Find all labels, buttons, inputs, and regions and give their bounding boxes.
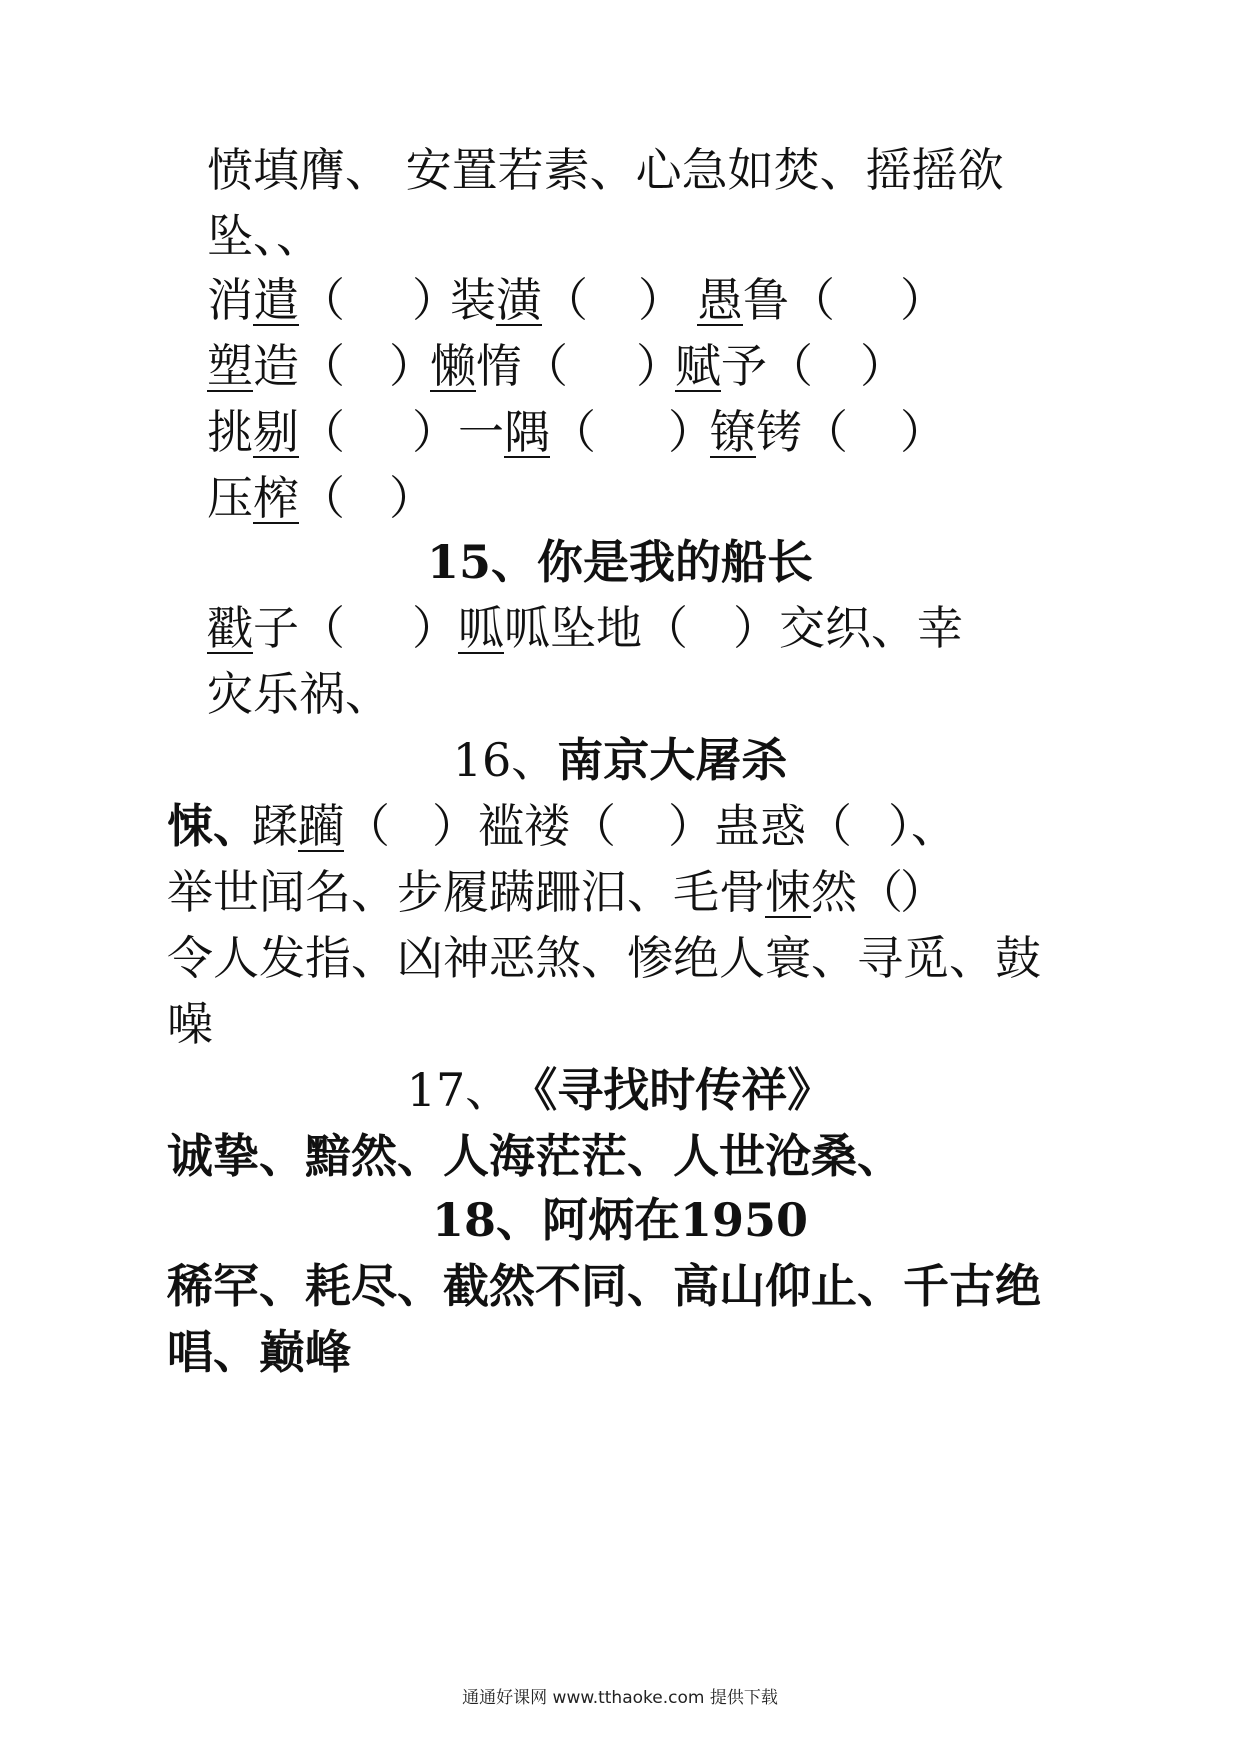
idiom-list: 诚挚、黯然、人海茫茫、人世沧桑、 xyxy=(167,1129,903,1183)
page-footer: 通通好课网 www.tthaoke.com 提供下载 xyxy=(462,1688,778,1708)
text-line xyxy=(0,134,1240,206)
word-item: 消遣（ xyxy=(207,264,345,336)
word-item: ）交织、幸 xyxy=(733,601,963,655)
idiom-list: 唱、巅峰 xyxy=(167,1325,351,1379)
word-item: 一隅（ xyxy=(458,396,596,468)
heading-number: 16、 xyxy=(452,733,558,787)
blank-close: ） xyxy=(638,273,684,327)
word-item: 压榨（ xyxy=(207,462,345,534)
idiom-list: 稀罕、耗尽、截然不同、高山仰止、千古绝 xyxy=(167,1259,1041,1313)
idiom-list: 灾乐祸、 xyxy=(207,667,391,721)
underlined-char: 塑 xyxy=(207,339,253,393)
underlined-char: 戳 xyxy=(207,601,253,655)
text-line xyxy=(0,988,1240,1060)
word-item: 愚鲁（ xyxy=(697,264,835,336)
underlined-char: 隅 xyxy=(504,405,550,459)
pinyin-row xyxy=(0,592,1240,664)
idiom-list: 举世闻名、步履蹒跚汨、毛骨悚然（ xyxy=(167,856,903,928)
word-item: 悚、 xyxy=(167,799,259,853)
word-item: 镣铐（ xyxy=(710,396,848,468)
text-line xyxy=(0,658,1240,730)
blank-close: ） xyxy=(668,405,714,459)
section-heading: 18、阿炳在1950 xyxy=(431,1193,809,1247)
underlined-char: 剔 xyxy=(253,405,299,459)
text-line xyxy=(0,1316,1240,1388)
idiom-list: 愤填膺、 安置若素、心急如焚、摇摇欲 xyxy=(207,143,1004,197)
underlined-char: 愚 xyxy=(697,273,743,327)
text-line xyxy=(0,922,1240,994)
word-item: 戳子（ xyxy=(207,592,345,664)
word-item: 赋予（ xyxy=(675,330,813,402)
word-item: 呱呱坠地（ xyxy=(458,592,688,664)
word-item: 塑造（ xyxy=(207,330,345,402)
text-line xyxy=(0,200,1240,272)
blank-close: ） xyxy=(900,405,946,459)
word-item: ）蛊惑（ xyxy=(668,799,852,853)
heading-number: 17、 xyxy=(406,1063,512,1117)
blank-close: ） xyxy=(900,273,946,327)
idiom-list: 令人发指、凶神恶煞、惨绝人寰、寻觅、鼓 xyxy=(167,931,1041,985)
pinyin-row xyxy=(0,396,1240,468)
underlined-char: 潢 xyxy=(496,273,542,327)
word-item: 挑剔（ xyxy=(207,396,345,468)
idiom-list: 坠、、 xyxy=(207,209,322,263)
text-line xyxy=(0,1120,1240,1192)
section-heading: 15、你是我的船长 xyxy=(426,535,813,589)
blank-close: ） xyxy=(389,471,435,525)
underlined-char: 呱 xyxy=(458,601,504,655)
word-item: 装潢（ xyxy=(450,264,588,336)
underlined-char: 躏 xyxy=(298,799,344,853)
word-item: ）、 xyxy=(888,799,957,853)
text-line xyxy=(0,1250,1240,1322)
underlined-char: 赋 xyxy=(675,339,721,393)
pinyin-row xyxy=(0,330,1240,402)
blank-close: ） xyxy=(412,273,458,327)
underlined-char: 懒 xyxy=(430,339,476,393)
section-heading xyxy=(0,1054,1240,1126)
underlined-char: 榨 xyxy=(253,471,299,525)
word-item: ）褴褛（ xyxy=(432,799,616,853)
underlined-char: 遣 xyxy=(253,273,299,327)
underlined-char: 悚 xyxy=(765,865,811,919)
blank-close: ） xyxy=(860,339,906,393)
word-item: 蹂躏（ xyxy=(252,790,390,862)
word-item: 懒惰（ xyxy=(430,330,568,402)
heading-title: 《寻找时传祥》 xyxy=(511,1063,834,1117)
pinyin-row xyxy=(0,856,1240,928)
pinyin-row xyxy=(0,462,1240,534)
idiom-list: 噪 xyxy=(167,997,213,1051)
blank-close: ） xyxy=(389,339,435,393)
section-heading xyxy=(0,724,1240,796)
pinyin-row xyxy=(0,264,1240,336)
blank-close: ） xyxy=(412,405,458,459)
blank-close: ） xyxy=(900,865,946,919)
underlined-char: 镣 xyxy=(710,405,756,459)
blank-close: ） xyxy=(412,601,458,655)
blank-close: ） xyxy=(636,339,682,393)
heading-title: 南京大屠杀 xyxy=(557,733,788,787)
pinyin-row xyxy=(0,790,1240,862)
